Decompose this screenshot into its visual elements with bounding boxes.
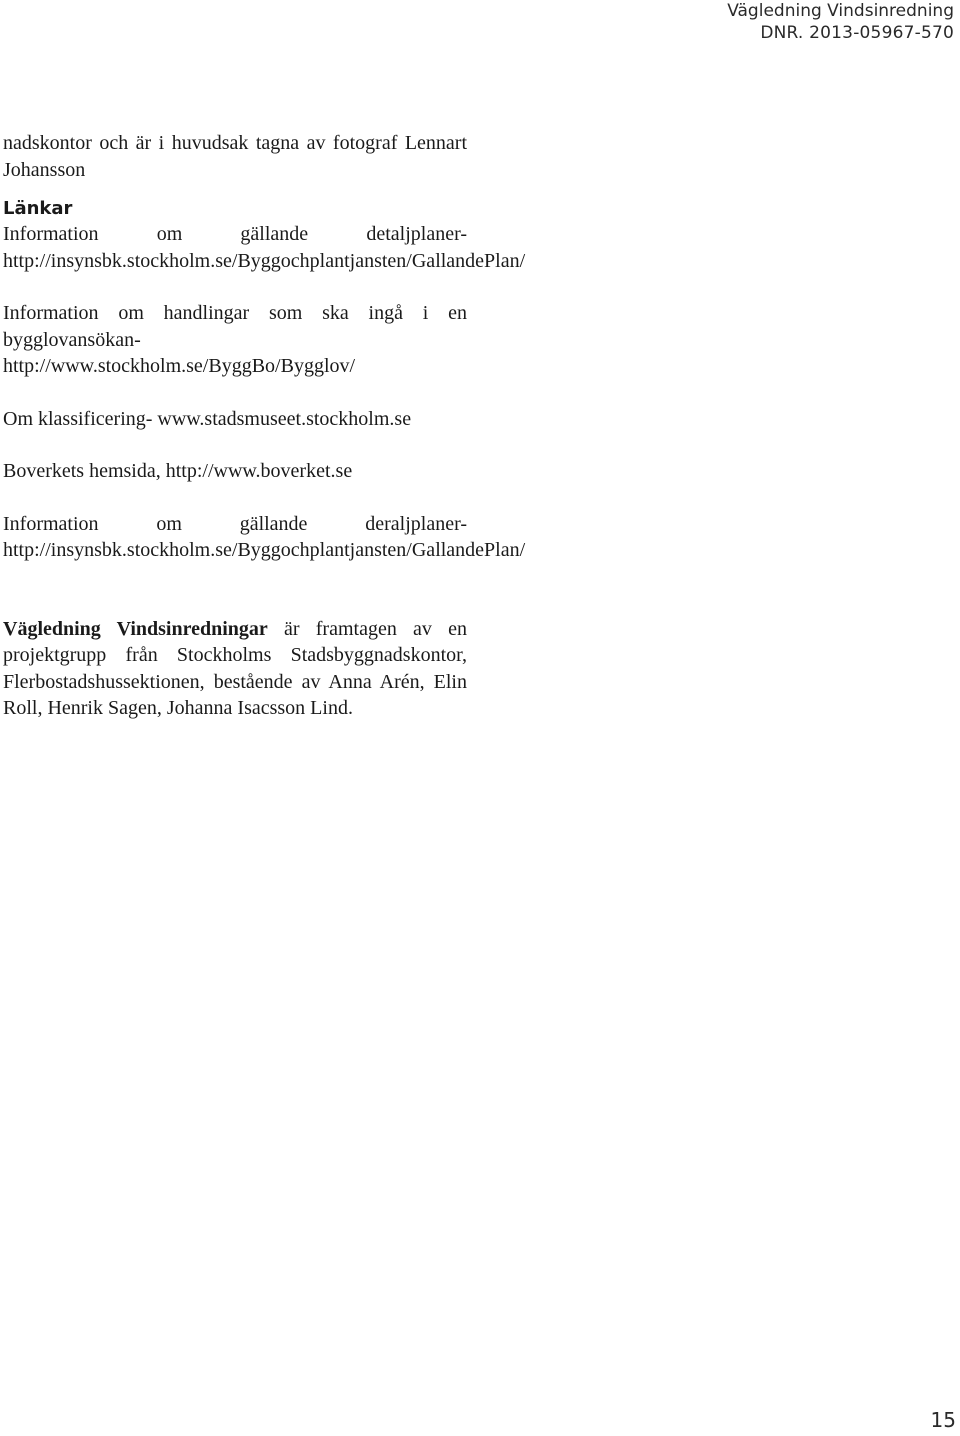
- links-list: [3, 221, 526, 564]
- link-item-boverket[interactable]: Boverkets hemsida, http://www.boverket.se: [3, 460, 353, 482]
- document-title: Vägledning Vindsinredning: [727, 1, 954, 21]
- credits-title: Vägledning Vindsinredningar: [3, 617, 268, 640]
- main-content: [3, 130, 526, 722]
- credits-paragraph: [3, 616, 467, 722]
- page-header: [727, 0, 954, 44]
- page-number: 15: [930, 1408, 956, 1432]
- link-item-detaljplaner[interactable]: Information om gällande detaljplaner- http://insynsbk.stockholm.se/Byggochplantjansten/GallandePlan/: [3, 223, 526, 272]
- credits-text: är framtagen av en projektgrupp från Stockholms Stadsbyggnadskontor, Flerbostadshussektionen, bestående av Anna Arén, Elin Roll, Henrik Sagen, Johanna Isacsson Lind.: [3, 617, 467, 719]
- document-number: DNR. 2013-05967-570: [760, 23, 954, 43]
- links-heading: Länkar: [3, 198, 73, 219]
- link-item-klassificering[interactable]: Om klassificering- www.stadsmuseet.stockholm.se: [3, 407, 412, 430]
- link-item-deraljplaner[interactable]: Information om gällande deraljplaner- http://insynsbk.stockholm.se/Byggochplantjansten/GallandePlan/: [3, 512, 526, 561]
- link-item-bygglov[interactable]: Information om handlingar som ska ingå i en bygglovansökan- http://www.stockholm.se/ByggBo/Bygglov/: [3, 302, 467, 377]
- intro-paragraph: nadskontor och är i huvudsak tagna av fotograf Lennart Johansson: [3, 132, 467, 181]
